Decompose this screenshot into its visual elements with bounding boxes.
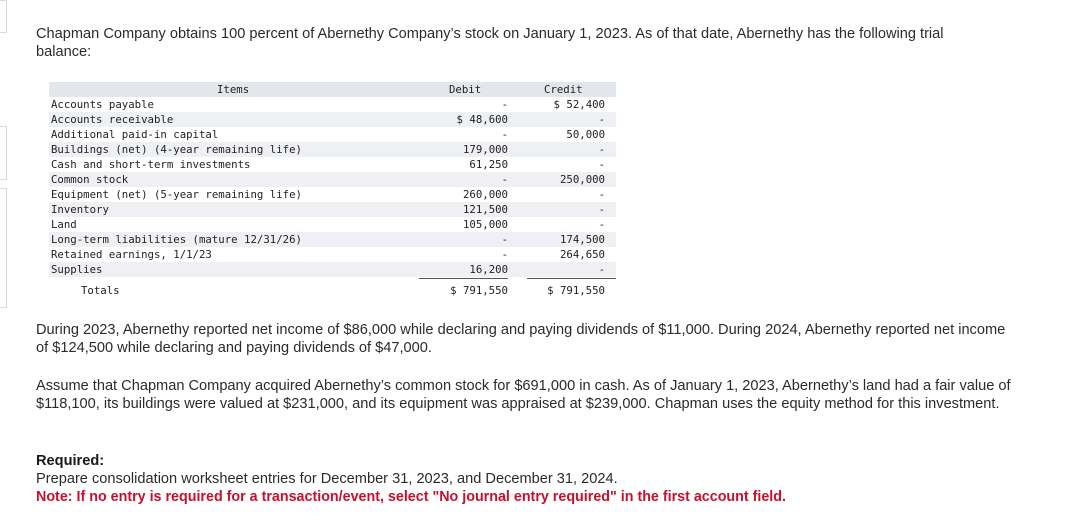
row-credit: - (598, 203, 605, 216)
table-row (49, 247, 616, 262)
table-row (49, 262, 616, 277)
row-credit: - (598, 188, 605, 201)
left-panel-edge-top (0, 0, 7, 33)
row-item: Buildings (net) (4-year remaining life) (51, 143, 302, 156)
row-credit: $ 52,400 (553, 98, 605, 111)
totals-credit: $ 791,550 (547, 284, 605, 297)
row-debit: 61,250 (469, 158, 508, 171)
table-row (49, 97, 616, 112)
acquisition-paragraph: Assume that Chapman Company acquired Abernethy’s common stock for $691,000 in cash. As of January 1, 2023, Abernethy’s land had a fair value of $118,100, its buildings were valued at $231,000, and its equipment was appraised at $239,000. Chapman uses the equity method for this investment. (36, 378, 1011, 412)
row-item: Additional paid-in capital (51, 128, 219, 141)
row-item: Common stock (51, 173, 129, 186)
header-credit: Credit (544, 83, 583, 96)
row-item: Accounts payable (51, 98, 154, 111)
required-text: Prepare consolidation worksheet entries for December 31, 2023, and December 31, 2024. (36, 471, 618, 487)
row-item: Equipment (net) (5-year remaining life) (51, 188, 302, 201)
row-item: Land (51, 218, 77, 231)
left-panel-edge-lower (0, 188, 7, 308)
table-row (49, 112, 616, 127)
row-credit: - (598, 113, 605, 126)
row-item: Retained earnings, 1/1/23 (51, 248, 212, 261)
table-row (49, 202, 616, 217)
table-row (49, 127, 616, 142)
row-item: Supplies (51, 263, 103, 276)
income-dividends-paragraph: During 2023, Abernethy reported net income of $86,000 while declaring and paying dividends of $11,000. During 2024, Abernethy reported net income of $124,500 while declaring and paying dividends of $47,000. (36, 322, 1006, 356)
row-credit: - (598, 263, 605, 276)
row-credit: 264,650 (559, 248, 605, 261)
table-row (49, 187, 616, 202)
row-debit: 121,500 (462, 203, 508, 216)
table-row (49, 232, 616, 247)
required-note: Note: If no entry is required for a transaction/event, select "No journal entry required" in the first account field. (36, 489, 786, 505)
row-credit: 50,000 (566, 128, 605, 141)
left-panel-edge-middle (0, 126, 7, 180)
credit-total-rule (527, 278, 616, 279)
row-credit: 174,500 (559, 233, 605, 246)
intro-paragraph: Chapman Company obtains 100 percent of Abernethy Company’s stock on January 1, 2023. As of that date, Abernethy has the following trial balance: (36, 26, 944, 60)
header-debit: Debit (449, 83, 482, 96)
row-debit: 16,200 (469, 263, 508, 276)
totals-row (49, 283, 616, 298)
table-row (49, 217, 616, 232)
row-credit: - (598, 143, 605, 156)
table-row (49, 157, 616, 172)
required-heading: Required: (36, 453, 105, 469)
table-row (49, 172, 616, 187)
table-row (49, 142, 616, 157)
row-debit: - (501, 233, 508, 246)
row-debit: - (501, 98, 508, 111)
debit-total-rule (419, 278, 508, 279)
totals-debit: $ 791,550 (450, 284, 508, 297)
row-item: Cash and short-term investments (51, 158, 251, 171)
row-credit: - (598, 218, 605, 231)
row-debit: $ 48,600 (456, 113, 508, 126)
row-credit: - (598, 158, 605, 171)
row-credit: 250,000 (559, 173, 605, 186)
row-debit: - (501, 173, 508, 186)
row-item: Long-term liabilities (mature 12/31/26) (51, 233, 302, 246)
row-debit: 105,000 (462, 218, 508, 231)
trial-balance-table (49, 82, 616, 300)
table-header-row (49, 82, 616, 97)
row-debit: - (501, 128, 508, 141)
row-debit: 179,000 (462, 143, 508, 156)
row-item: Accounts receivable (51, 113, 174, 126)
totals-label: Totals (81, 284, 120, 297)
header-items: Items (217, 83, 250, 96)
row-item: Inventory (51, 203, 109, 216)
row-debit: - (501, 248, 508, 261)
row-debit: 260,000 (462, 188, 508, 201)
